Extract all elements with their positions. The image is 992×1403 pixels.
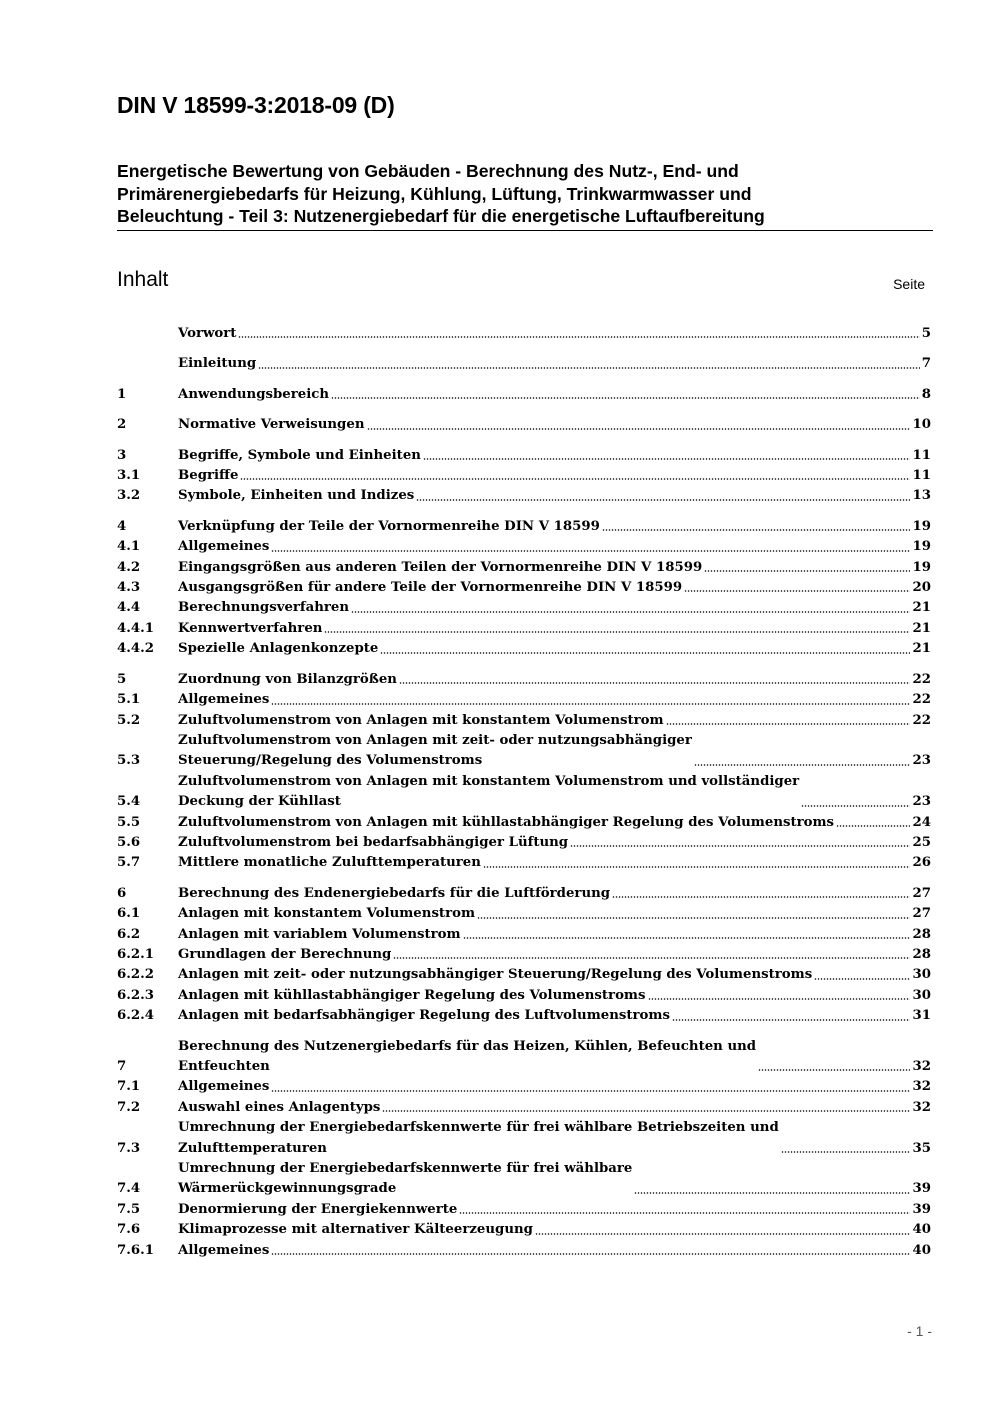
- toc-dot-leader: [324, 631, 910, 633]
- toc-entry-body: [178, 486, 931, 506]
- toc-entry-title: Begriffe: [178, 468, 239, 484]
- toc-group: [117, 884, 931, 1027]
- toc-group: [117, 446, 931, 507]
- toc-entry-page: 23: [912, 753, 931, 769]
- toc-dot-leader: [694, 764, 911, 766]
- toc-entry-page: 21: [912, 641, 931, 657]
- toc-entry[interactable]: [117, 1006, 931, 1026]
- toc-entry-title: Grundlagen der Berechnung: [178, 946, 392, 962]
- toc-entry-page: 7: [921, 356, 931, 372]
- toc-entry[interactable]: [117, 1037, 931, 1078]
- toc-entry-title: Allgemeines: [178, 539, 270, 555]
- toc-entry-page: 31: [912, 1008, 931, 1024]
- toc-entry[interactable]: [117, 1077, 931, 1097]
- toc-entry-title: Anlagen mit kühllastabhängiger Regelung des Volumenstroms: [178, 987, 646, 1003]
- toc-entry-title: Symbole, Einheiten und Indizes: [178, 488, 415, 504]
- toc-entry-number: 4.3: [117, 580, 141, 596]
- toc-entry-number: 7.1: [117, 1079, 141, 1095]
- toc-entry[interactable]: [117, 598, 931, 618]
- toc-entry-number: 7: [117, 1059, 127, 1074]
- toc-entry[interactable]: [117, 813, 931, 833]
- toc-entry-body: [178, 690, 931, 710]
- toc-entry[interactable]: [117, 537, 931, 557]
- toc-entry[interactable]: [117, 945, 931, 965]
- toc-entry-title-line: Steuerung/Regelung des Volumenstroms: [178, 753, 483, 769]
- toc-entry[interactable]: [117, 772, 931, 813]
- toc-dot-leader: [483, 866, 911, 868]
- toc-entry-title: Ausgangsgrößen für andere Teile der Vornormenreihe DIN V 18599: [178, 580, 683, 596]
- toc-entry[interactable]: [117, 833, 931, 853]
- toc-entry-title-line: Berechnung des Nutzenergiebedarfs für das Heizen, Kühlen, Befeuchten und: [178, 1038, 757, 1054]
- toc-entry[interactable]: [117, 639, 931, 659]
- toc-entry-body: [178, 558, 931, 578]
- toc-entry-number: 6: [117, 885, 127, 901]
- toc-entry-number: 6.2: [117, 926, 141, 942]
- toc-group: [117, 354, 931, 374]
- toc-entry-page: 8: [921, 386, 931, 402]
- toc-dot-leader: [814, 978, 910, 980]
- toc-entry-number: 5.4: [117, 794, 141, 810]
- toc-entry-page: 35: [912, 1140, 931, 1156]
- toc-entry-title: Anlagen mit konstantem Volumenstrom: [178, 906, 476, 922]
- toc-entry-number: 4.2: [117, 559, 141, 575]
- toc-entry-body: [178, 1118, 931, 1159]
- toc-entry-page: 5: [921, 326, 931, 341]
- toc-entry[interactable]: [117, 385, 931, 405]
- toc-entry-body: [178, 1200, 931, 1220]
- toc-entry[interactable]: [117, 354, 931, 374]
- toc-entry-body: [178, 1241, 931, 1261]
- toc-entry-title: Allgemeines: [178, 692, 270, 708]
- toc-entry-title-line: Deckung der Kühllast: [178, 794, 341, 810]
- toc-entry-number: 5: [117, 671, 127, 687]
- toc-entry-number: 6.1: [117, 906, 141, 922]
- toc-entry-page: 21: [912, 620, 931, 636]
- toc-entry-body: [178, 965, 931, 985]
- toc-dot-leader: [704, 570, 910, 572]
- toc-dot-leader: [612, 896, 910, 898]
- toc-entry[interactable]: [117, 904, 931, 924]
- toc-entry-number: 3: [117, 447, 127, 463]
- toc-entry-body: [178, 517, 931, 537]
- toc-entry-title: [178, 772, 799, 813]
- toc-dot-leader: [602, 529, 911, 531]
- toc-entry-page: 21: [912, 600, 931, 616]
- toc-entry-title-line: Zuluftvolumenstrom von Anlagen mit konstantem Volumenstrom und vollständiger: [178, 773, 800, 789]
- toc-dot-leader: [367, 428, 911, 430]
- toc-entry-page: 19: [912, 559, 931, 575]
- toc-entry-title: Spezielle Anlagenkonzepte: [178, 641, 379, 657]
- toc-entry[interactable]: [117, 965, 931, 985]
- toc-entry-number: 7.5: [117, 1201, 141, 1217]
- toc-entry-number: 4.1: [117, 539, 141, 555]
- toc-entry-page: 19: [912, 539, 931, 555]
- toc-entry-number: 7.6.1: [117, 1242, 155, 1258]
- toc-entry[interactable]: [117, 986, 931, 1006]
- toc-entry-page: 10: [912, 417, 931, 433]
- toc-entry-page: 26: [912, 855, 931, 871]
- toc-entry-body: [178, 537, 931, 557]
- toc-entry-page: 22: [912, 712, 931, 728]
- toc-entry-title: Anlagen mit zeit- oder nutzungsabhängiger Steuerung/Regelung des Volumenstroms: [178, 967, 813, 983]
- toc-entry-body: [178, 945, 931, 965]
- toc-dot-leader: [393, 957, 910, 959]
- toc-entry-title-line: Zuluftvolumenstrom von Anlagen mit zeit- oder nutzungsabhängiger: [178, 732, 692, 748]
- toc-entry-title: Allgemeines: [178, 1079, 270, 1095]
- toc-entry-body: [178, 578, 931, 598]
- toc-dot-leader: [258, 367, 920, 369]
- toc-entry-title-line: Umrechnung der Energiebedarfskennwerte für frei wählbare: [178, 1161, 633, 1177]
- toc-group: [117, 385, 931, 405]
- toc-entry-body: [178, 619, 931, 639]
- toc-dot-leader: [382, 1110, 910, 1112]
- toc-entry-page: 40: [912, 1222, 931, 1238]
- toc-dot-leader: [758, 1069, 910, 1071]
- toc-entry-title: Eingangsgrößen aus anderen Teilen der Vornormenreihe DIN V 18599: [178, 559, 703, 575]
- toc-entry-number: 2: [117, 417, 127, 433]
- toc-entry[interactable]: [117, 1220, 931, 1240]
- toc-entry-title-line: Zulufttemperaturen: [178, 1140, 327, 1156]
- toc-entry-body: [178, 385, 931, 405]
- toc-entry-number: 5.1: [117, 692, 141, 708]
- toc-entry-body: [178, 1220, 931, 1240]
- toc-entry-title: [178, 1159, 632, 1200]
- toc-entry-page: 39: [912, 1181, 931, 1197]
- toc-entry[interactable]: [117, 1200, 931, 1220]
- toc-entry-title: Auswahl eines Anlagentyps: [178, 1099, 381, 1115]
- toc-entry-title-line: Umrechnung der Energiebedarfskennwerte für frei wählbare Betriebszeiten und: [178, 1120, 779, 1136]
- toc-entry[interactable]: [117, 1241, 931, 1261]
- toc-entry-title: Zuluftvolumenstrom bei bedarfsabhängiger Lüftung: [178, 834, 569, 850]
- toc-entry-page: 28: [912, 926, 931, 942]
- toc-group: [117, 670, 931, 874]
- toc-dot-leader: [648, 998, 911, 1000]
- toc-entry-number: 4: [117, 518, 127, 534]
- toc-entry-page: 22: [912, 692, 931, 708]
- toc-entry-page: 32: [912, 1099, 931, 1115]
- page-number: - 1 -: [907, 1323, 932, 1339]
- toc-entry[interactable]: [117, 517, 931, 537]
- toc-entry-body: [178, 731, 931, 772]
- document-title-line: Beleuchtung - Teil 3: Nutzenergiebedarf für die energetische Luftaufbereitung: [117, 206, 765, 226]
- toc-entry[interactable]: [117, 853, 931, 873]
- toc-entry-title: Kennwertverfahren: [178, 620, 323, 636]
- toc-entry-page: 30: [912, 987, 931, 1003]
- toc-dot-leader: [836, 825, 910, 827]
- toc-entry-page: 27: [912, 906, 931, 922]
- toc-entry-body: [178, 833, 931, 853]
- toc-entry[interactable]: [117, 731, 931, 772]
- toc-entry-title: Normative Verweisungen: [178, 417, 365, 433]
- toc-dot-leader: [271, 1090, 910, 1092]
- toc-dot-leader: [416, 499, 910, 501]
- toc-entry-page: 19: [912, 518, 931, 534]
- toc-dot-leader: [240, 478, 910, 480]
- toc-entry-body: [178, 324, 931, 344]
- toc-entry-body: [178, 853, 931, 873]
- toc-entry-body: [178, 670, 931, 690]
- toc-entry-title: Einleitung: [178, 356, 257, 372]
- toc-group: [117, 1037, 931, 1261]
- toc-group: [117, 517, 931, 660]
- toc-entry[interactable]: [117, 884, 931, 904]
- toc-dot-leader: [351, 611, 910, 613]
- toc-dot-leader: [781, 1151, 911, 1153]
- toc-entry-page: 24: [912, 814, 931, 830]
- toc-entry-number: 6.2.4: [117, 1008, 155, 1024]
- toc-entry-title: [178, 1037, 756, 1078]
- toc-page-column-label: Seite: [893, 276, 925, 292]
- toc-entry-title: Begriffe, Symbole und Einheiten: [178, 447, 421, 463]
- toc-entry-body: [178, 772, 931, 813]
- toc-entry-number: 3.1: [117, 468, 141, 484]
- toc-dot-leader: [238, 336, 919, 338]
- toc-entry-body: [178, 1159, 931, 1200]
- toc-entry-title: Mittlere monatliche Zulufttemperaturen: [178, 855, 481, 871]
- toc-entry-page: 20: [912, 580, 931, 596]
- toc-entry[interactable]: [117, 324, 931, 344]
- toc-entry[interactable]: [117, 690, 931, 710]
- toc-dot-leader: [684, 590, 910, 592]
- toc-entry-number: 3.2: [117, 488, 141, 504]
- toc-entry-title: Zuluftvolumenstrom von Anlagen mit kühllastabhängiger Regelung des Volumenstroms: [178, 814, 835, 830]
- toc-entry-title: [178, 1118, 779, 1159]
- toc-entry-title: Denormierung der Energiekennwerte: [178, 1201, 458, 1217]
- toc-entry[interactable]: [117, 711, 931, 731]
- document-title: [117, 160, 933, 231]
- toc-entry-body: [178, 884, 931, 904]
- toc-entry-number: 5.7: [117, 855, 141, 871]
- toc-entry-number: 5.6: [117, 834, 141, 850]
- toc-entry-number: 1: [117, 386, 127, 402]
- toc-entry[interactable]: [117, 670, 931, 690]
- toc-entry-body: [178, 1037, 931, 1078]
- toc-entry-title: Anwendungsbereich: [178, 386, 330, 402]
- toc-entry-page: 30: [912, 967, 931, 983]
- toc-dot-leader: [634, 1192, 910, 1194]
- toc-entry-page: 32: [912, 1079, 931, 1095]
- toc-dot-leader: [463, 937, 911, 939]
- toc-dot-leader: [570, 845, 910, 847]
- toc-entry-title: Anlagen mit bedarfsabhängiger Regelung des Luftvolumenstroms: [178, 1008, 670, 1024]
- toc-entry-number: 4.4.2: [117, 641, 155, 657]
- toc-dot-leader: [535, 1233, 911, 1235]
- toc-entry[interactable]: [117, 415, 931, 435]
- document-id: DIN V 18599-3:2018-09 (D): [117, 92, 395, 118]
- toc-entry-page: 11: [912, 468, 931, 484]
- toc-entry-title: Zuordnung von Bilanzgrößen: [178, 671, 397, 687]
- toc-entry-title: Vorwort: [178, 326, 237, 341]
- toc-dot-leader: [672, 1019, 910, 1021]
- toc-entry-body: [178, 466, 931, 486]
- toc-entry-body: [178, 598, 931, 618]
- toc-entry[interactable]: [117, 578, 931, 598]
- toc-entry-body: [178, 813, 931, 833]
- toc-entry-title-line: Entfeuchten: [178, 1059, 270, 1074]
- toc-entry-body: [178, 415, 931, 435]
- toc-entry-number: 4.4.1: [117, 620, 155, 636]
- toc-entry-body: [178, 925, 931, 945]
- toc-entry-title: Klimaprozesse mit alternativer Kälteerzeugung: [178, 1222, 533, 1238]
- toc-entry-body: [178, 446, 931, 466]
- toc-entry[interactable]: [117, 925, 931, 945]
- toc-entry-number: 7.3: [117, 1140, 141, 1156]
- toc-entry-number: 6.2.3: [117, 987, 155, 1003]
- toc-entry-page: 11: [912, 447, 931, 463]
- toc-dot-leader: [423, 458, 911, 460]
- toc-entry-page: 23: [912, 794, 931, 810]
- toc-entry-title: Allgemeines: [178, 1242, 270, 1258]
- toc-entry-number: 5.2: [117, 712, 141, 728]
- toc-dot-leader: [271, 1253, 910, 1255]
- toc-entry-number: 7.2: [117, 1099, 141, 1115]
- toc-entry-number: 5.5: [117, 814, 141, 830]
- toc-entry[interactable]: [117, 1118, 931, 1159]
- toc-group: [117, 324, 931, 344]
- toc-dot-leader: [459, 1212, 910, 1214]
- toc-entry[interactable]: [117, 558, 931, 578]
- toc-entry-body: [178, 711, 931, 731]
- toc-entry-body: [178, 639, 931, 659]
- toc-entry-title: Anlagen mit variablem Volumenstrom: [178, 926, 461, 942]
- toc-entry-body: [178, 1077, 931, 1097]
- toc-entry[interactable]: [117, 486, 931, 506]
- toc-entry-body: [178, 1098, 931, 1118]
- toc-dot-leader: [271, 703, 910, 705]
- toc-entry-page: 28: [912, 946, 931, 962]
- document-title-line: Energetische Bewertung von Gebäuden - Berechnung des Nutz-, End- und: [117, 161, 739, 181]
- toc-heading: Inhalt: [117, 268, 169, 291]
- toc-dot-leader: [801, 805, 910, 807]
- toc-entry-title-line: Wärmerückgewinnungsgrade: [178, 1181, 397, 1197]
- toc-entry-number: 6.2.2: [117, 967, 155, 983]
- toc-entry-title: [178, 731, 692, 772]
- toc-entry-page: 40: [912, 1242, 931, 1258]
- toc-entry[interactable]: [117, 1098, 931, 1118]
- toc-entry-title: Zuluftvolumenstrom von Anlagen mit konstantem Volumenstrom: [178, 712, 664, 728]
- toc-entry-body: [178, 904, 931, 924]
- toc-entry-number: 5.3: [117, 753, 141, 769]
- toc-entry[interactable]: [117, 466, 931, 486]
- toc-entry-page: 39: [912, 1201, 931, 1217]
- toc-entry[interactable]: [117, 1159, 931, 1200]
- toc-entry-page: 32: [912, 1059, 931, 1074]
- toc-entry-title: Berechnungsverfahren: [178, 600, 350, 616]
- toc-group: [117, 415, 931, 435]
- toc-entry-body: [178, 354, 931, 374]
- toc-entry-number: 7.6: [117, 1222, 141, 1238]
- toc-entry-page: 25: [912, 834, 931, 850]
- toc-entry-page: 13: [912, 488, 931, 504]
- toc-entry-number: 7.4: [117, 1181, 141, 1197]
- toc-entry-page: 27: [912, 885, 931, 901]
- toc-entry-number: 4.4: [117, 600, 141, 616]
- toc-entry[interactable]: [117, 619, 931, 639]
- toc-entry-body: [178, 1006, 931, 1026]
- toc-dot-leader: [331, 397, 920, 399]
- toc-entry-title: Verknüpfung der Teile der Vornormenreihe DIN V 18599: [178, 518, 600, 534]
- toc-entry-number: 6.2.1: [117, 946, 155, 962]
- toc-dot-leader: [380, 652, 910, 654]
- toc-entry-page: 22: [912, 671, 931, 687]
- table-of-contents: [117, 324, 931, 1271]
- toc-dot-leader: [666, 723, 911, 725]
- toc-dot-leader: [271, 550, 910, 552]
- toc-entry-title: Berechnung des Endenergiebedarfs für die Luftförderung: [178, 885, 611, 901]
- document-title-line: Primärenergiebedarfs für Heizung, Kühlung, Lüftung, Trinkwarmwasser und: [117, 183, 752, 204]
- toc-dot-leader: [399, 682, 911, 684]
- toc-entry[interactable]: [117, 446, 931, 466]
- toc-entry-body: [178, 986, 931, 1006]
- toc-dot-leader: [477, 917, 910, 919]
